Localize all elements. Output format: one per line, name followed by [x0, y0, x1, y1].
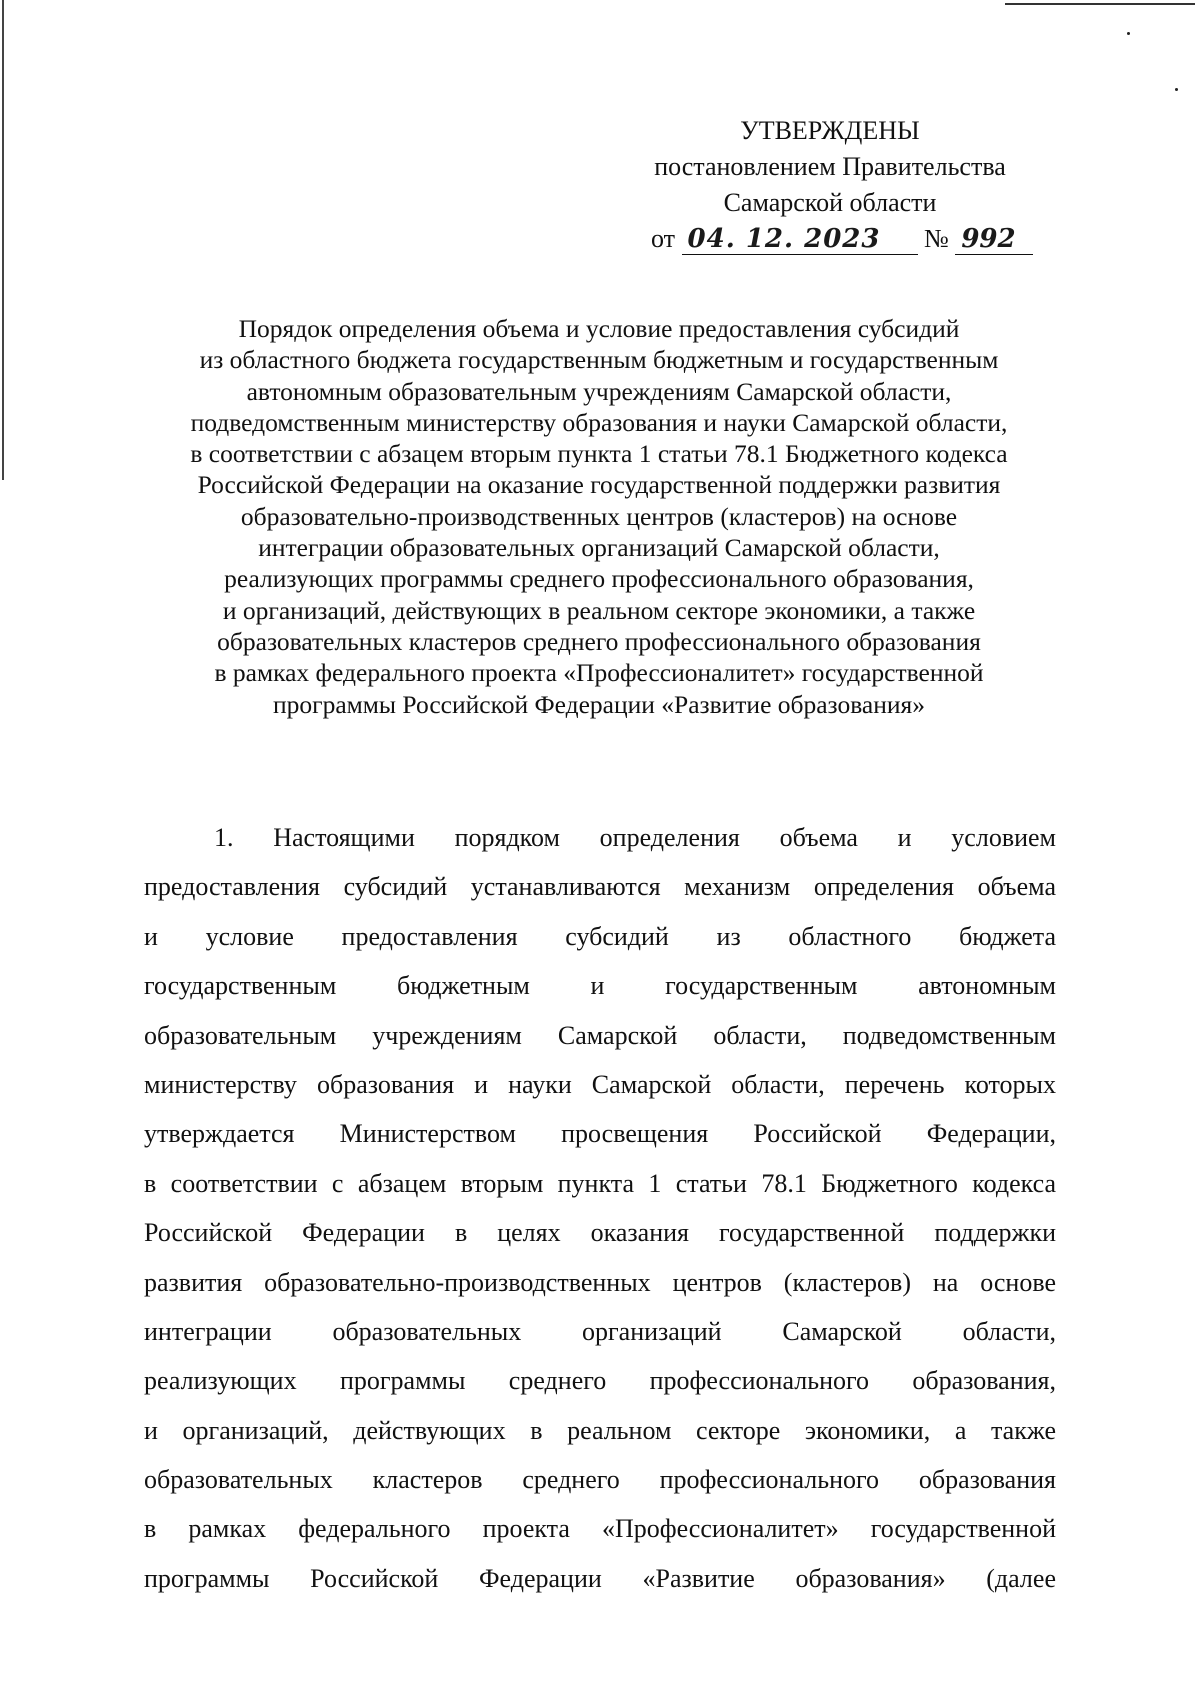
paragraph-line: образовательных кластеров среднего профессионального образования — [144, 1465, 1056, 1495]
title-line: интеграции образовательных организаций Самарской области, — [258, 533, 940, 563]
title-line: Порядок определения объема и условие предоставления субсидий — [238, 314, 960, 343]
paragraph-line: интеграции образовательных организаций Самарской области, — [144, 1316, 1056, 1346]
paragraph-line: и условие предоставления субсидий из областного бюджета — [144, 921, 1056, 951]
title-line: образовательных кластеров среднего профессионального образования — [217, 626, 981, 656]
title-line: реализующих программы среднего профессионального образования, — [224, 564, 974, 594]
paragraph-line: 1. Настоящими порядком определения объема и условием — [214, 823, 1056, 852]
document-title — [120, 313, 1078, 720]
scan-speck — [1127, 32, 1130, 35]
approval-region: Самарской области — [723, 188, 937, 217]
scan-edge-left — [2, 0, 4, 480]
title-line: образовательно-производственных центров (кластеров) на основе — [240, 501, 958, 531]
paragraph-line: министерству образования и науки Самарской области, перечень которых — [144, 1069, 1056, 1099]
paragraph-line: и организаций, действующих в реальном секторе экономики, а также — [144, 1415, 1056, 1445]
paragraph-line: Российской Федерации в целях оказания государственной поддержки — [144, 1218, 1056, 1248]
title-line: программы Российской Федерации «Развитие образования» — [272, 689, 926, 719]
handwritten-date: 04. 12. 2023 — [682, 224, 918, 255]
title-line: Российской Федерации на оказание государственной поддержки развития — [197, 470, 1001, 500]
scan-speck — [1175, 88, 1178, 91]
document-body — [144, 813, 1056, 1603]
title-line: из областного бюджета государственным бюджетным и государственным — [199, 345, 999, 375]
paragraph-line: программы Российской Федерации «Развитие образования» (далее — [144, 1563, 1056, 1593]
title-line: в соответствии с абзацем вторым пункта 1 статьи 78.1 Бюджетного кодекса — [190, 439, 1008, 469]
approval-date-number — [620, 221, 1040, 257]
title-line: подведомственным министерству образования и науки Самарской области, — [190, 407, 1008, 437]
paragraph-line: предоставления субсидий устанавливаются механизм определения объема — [144, 872, 1056, 902]
paragraph-line: развития образовательно-производственных центров (кластеров) на основе — [144, 1267, 1056, 1297]
approval-heading: УТВЕРЖДЕНЫ — [740, 116, 920, 145]
title-line: автономным образовательным учреждениям Самарской области, — [246, 376, 952, 406]
title-line: в рамках федерального проекта «Профессионалитет» государственной — [214, 658, 984, 688]
scan-edge-top — [1005, 3, 1195, 5]
paragraph-line: в соответствии с абзацем вторым пункта 1 статьи 78.1 Бюджетного кодекса — [144, 1168, 1056, 1198]
number-prefix: № — [924, 224, 949, 253]
paragraph-line: государственным бюджетным и государственным автономным — [144, 971, 1056, 1001]
approval-by-resolution: постановлением Правительства — [654, 152, 1006, 181]
approval-block — [620, 113, 1040, 257]
paragraph-line: реализующих программы среднего профессионального образования, — [144, 1366, 1056, 1396]
paragraph-line: в рамках федерального проекта «Профессионалитет» государственной — [144, 1514, 1056, 1544]
handwritten-number: 992 — [955, 224, 1033, 255]
paragraph-line: образовательным учреждениям Самарской области, подведомственным — [144, 1020, 1056, 1050]
title-line: и организаций, действующих в реальном секторе экономики, а также — [222, 595, 976, 625]
paragraph-line: утверждается Министерством просвещения Российской Федерации, — [144, 1119, 1056, 1149]
date-prefix: от — [651, 224, 676, 253]
